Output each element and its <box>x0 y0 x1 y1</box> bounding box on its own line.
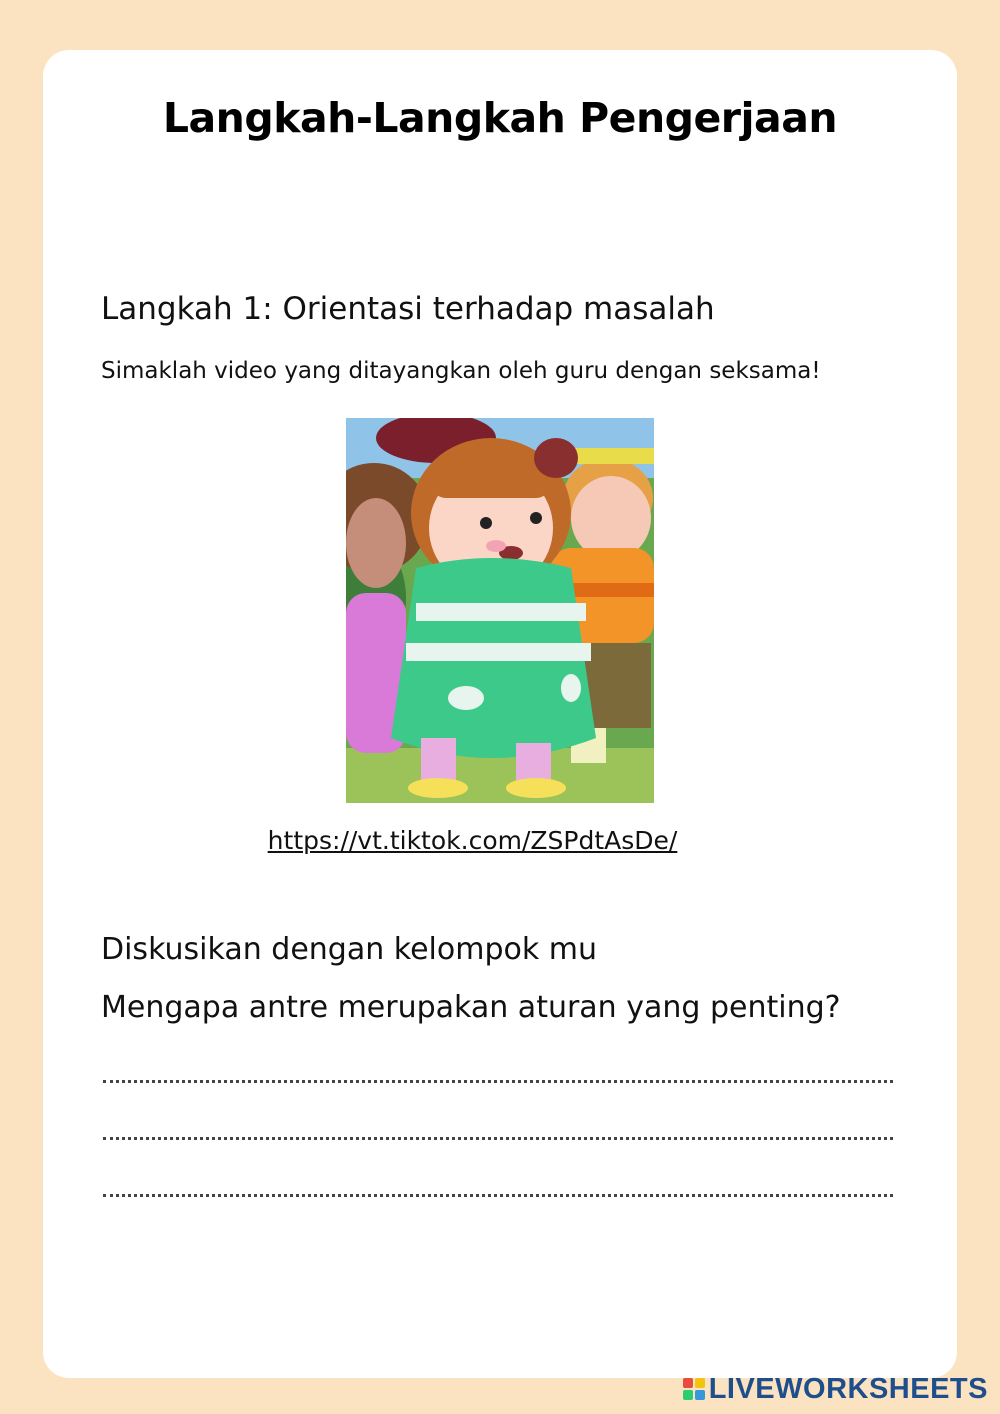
answer-line-2 <box>103 1137 893 1140</box>
answer-input-2[interactable] <box>103 1097 897 1135</box>
step-instruction: Simaklah video yang ditayangkan oleh guru dengan seksama! <box>101 358 821 384</box>
step-heading: Langkah 1: Orientasi terhadap masalah <box>101 291 715 327</box>
answer-input-3[interactable] <box>103 1154 897 1192</box>
discussion-question: Mengapa antre merupakan aturan yang penting? <box>101 990 841 1025</box>
answer-line-1 <box>103 1080 893 1083</box>
video-thumbnail <box>346 418 654 803</box>
liveworksheets-logo-icon <box>683 1378 705 1400</box>
video-link[interactable]: https://vt.tiktok.com/ZSPdtAsDe/ <box>267 826 678 855</box>
answer-input-1[interactable] <box>103 1040 897 1078</box>
cartoon-children-illustration <box>346 418 654 803</box>
liveworksheets-branding <box>683 1374 988 1404</box>
page-title: Langkah-Langkah Pengerjaan <box>162 94 838 142</box>
answer-line-3 <box>103 1194 893 1197</box>
discussion-prompt: Diskusikan dengan kelompok mu <box>101 932 597 967</box>
brand-name: LIVEWORKSHEETS <box>708 1372 988 1405</box>
